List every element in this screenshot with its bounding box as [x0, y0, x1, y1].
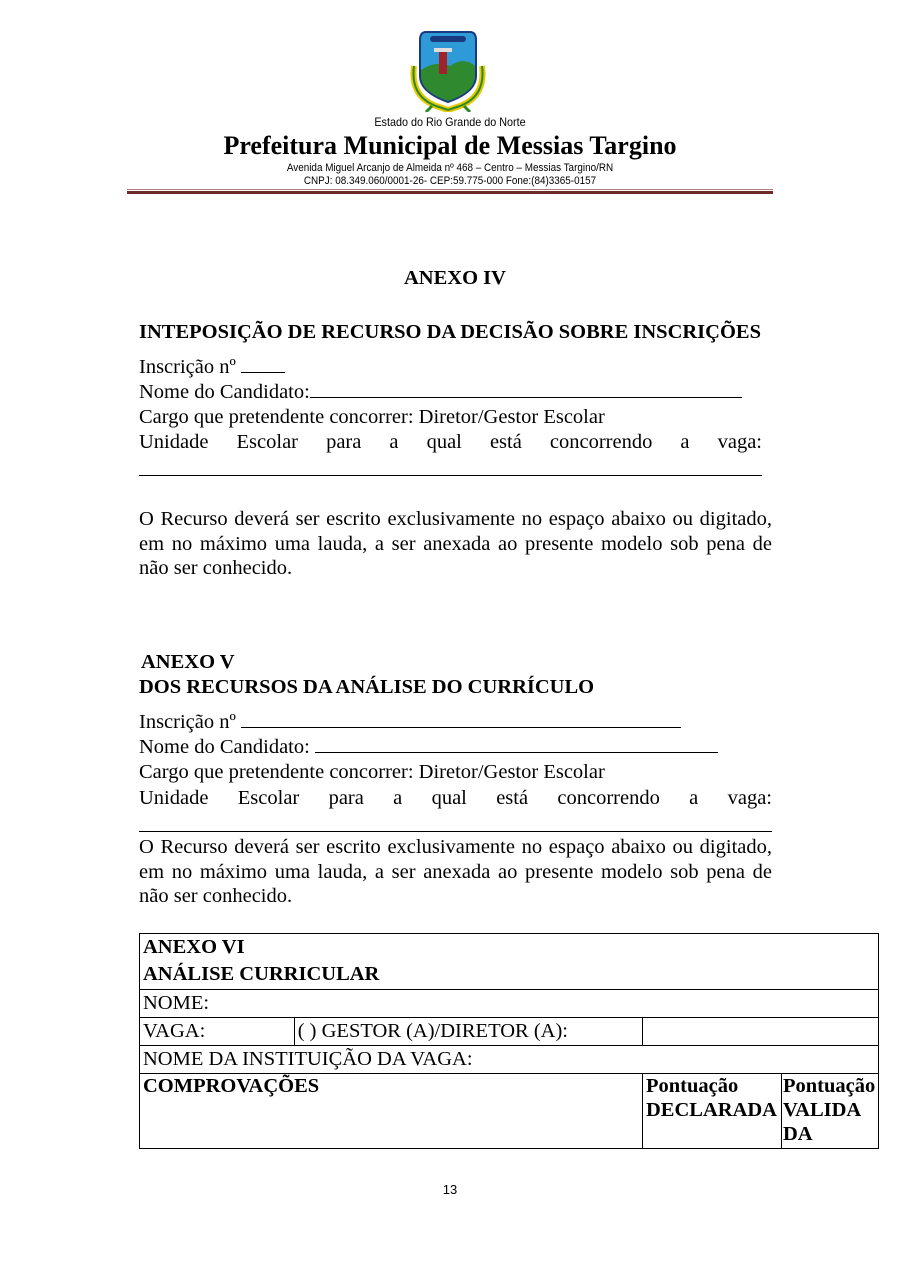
annex4-cargo: Cargo que pretendente concorrer: Diretor/Gestor Escolar	[139, 406, 605, 428]
header-divider-thin	[127, 189, 773, 190]
annex5-title: ANEXO V	[141, 651, 235, 673]
vaga-option-cell[interactable]: ( ) GESTOR (A)/DIRETOR (A):	[294, 1018, 642, 1046]
pontuacao-declarada-header	[643, 1074, 782, 1149]
table-row	[140, 1074, 879, 1149]
nome-field[interactable]	[310, 396, 742, 398]
annex5-cargo: Cargo que pretendente concorrer: Diretor/Gestor Escolar	[139, 761, 605, 783]
header-address: Avenida Miguel Arcanjo de Almeida nº 468 – Centro – Messias Targino/RN	[286, 162, 614, 174]
header-line: Pontuação	[782, 1075, 876, 1097]
annex6-heading	[140, 934, 879, 990]
header-contact: CNPJ: 08.349.060/0001-26- CEP:59.775-000 Fone:(84)3365-0157	[303, 175, 597, 187]
annex5-nome	[139, 735, 718, 760]
header-title: Prefeitura Municipal de Messias Targino	[223, 131, 677, 160]
instituicao-cell[interactable]: NOME DA INSTITUIÇÃO DA VAGA:	[140, 1046, 879, 1074]
annex4-instructions: O Recurso deverá ser escrito exclusivamente no espaço abaixo ou digitado, em no máximo uma lauda, a ser anexada ao presente modelo sob pena de não ser conhecido.	[139, 508, 772, 579]
table-row	[140, 990, 879, 1018]
header-state: Estado do Rio Grande do Norte	[374, 115, 526, 129]
table-row	[140, 934, 879, 990]
header-divider	[127, 191, 773, 194]
coat-of-arms-logo	[406, 26, 490, 112]
annex4-subtitle: INTEPOSIÇÃO DE RECURSO DA DECISÃO SOBRE INSCRIÇÕES	[139, 321, 761, 343]
table-row	[140, 1018, 879, 1046]
inscricao-field[interactable]	[241, 371, 285, 373]
annex4-inscricao	[139, 355, 285, 380]
annex6-subtitle: ANÁLISE CURRICULAR	[143, 963, 380, 985]
annex5-instructions: O Recurso deverá ser escrito exclusivamente no espaço abaixo ou digitado, em no máximo uma lauda, a ser anexada ao presente modelo sob pena de não ser conhecido.	[139, 836, 772, 907]
nome-label: Nome do Candidato:	[139, 381, 310, 403]
comprovacoes-header: COMPROVAÇÕES	[140, 1074, 643, 1149]
annex5-inscricao	[139, 710, 681, 735]
page-number: 13	[442, 1182, 458, 1197]
vaga-cell: VAGA:	[140, 1018, 295, 1046]
annex4-nome	[139, 380, 742, 405]
annex5-unidade-field[interactable]	[139, 831, 772, 832]
inscricao-label: Inscrição nº	[139, 356, 236, 378]
header-line: DECLARADA	[646, 1099, 777, 1121]
inscricao-label: Inscrição nº	[139, 711, 236, 733]
inscricao-field[interactable]	[241, 726, 681, 728]
curricular-analysis-table	[139, 933, 879, 1149]
annex6-title: ANEXO VI	[143, 936, 245, 958]
header-line: DA	[782, 1123, 813, 1145]
table-row	[140, 1046, 879, 1074]
nome-label: Nome do Candidato:	[139, 736, 310, 758]
nome-field[interactable]	[315, 751, 718, 753]
vaga-value-cell[interactable]	[643, 1018, 879, 1046]
annex4-unidade-field[interactable]	[139, 475, 762, 476]
header-line: VALIDA	[782, 1099, 862, 1121]
annex4-title: ANEXO IV	[404, 267, 506, 289]
nome-cell[interactable]: NOME:	[140, 990, 879, 1018]
header-line: Pontuação	[646, 1075, 739, 1097]
annex5-subtitle: DOS RECURSOS DA ANÁLISE DO CURRÍCULO	[139, 676, 595, 698]
annex5-unidade: Unidade Escolar para a qual está concorrendo a vaga:	[139, 787, 772, 809]
pontuacao-validada-header	[781, 1074, 878, 1149]
annex4-unidade: Unidade Escolar para a qual está concorrendo a vaga:	[139, 431, 762, 453]
